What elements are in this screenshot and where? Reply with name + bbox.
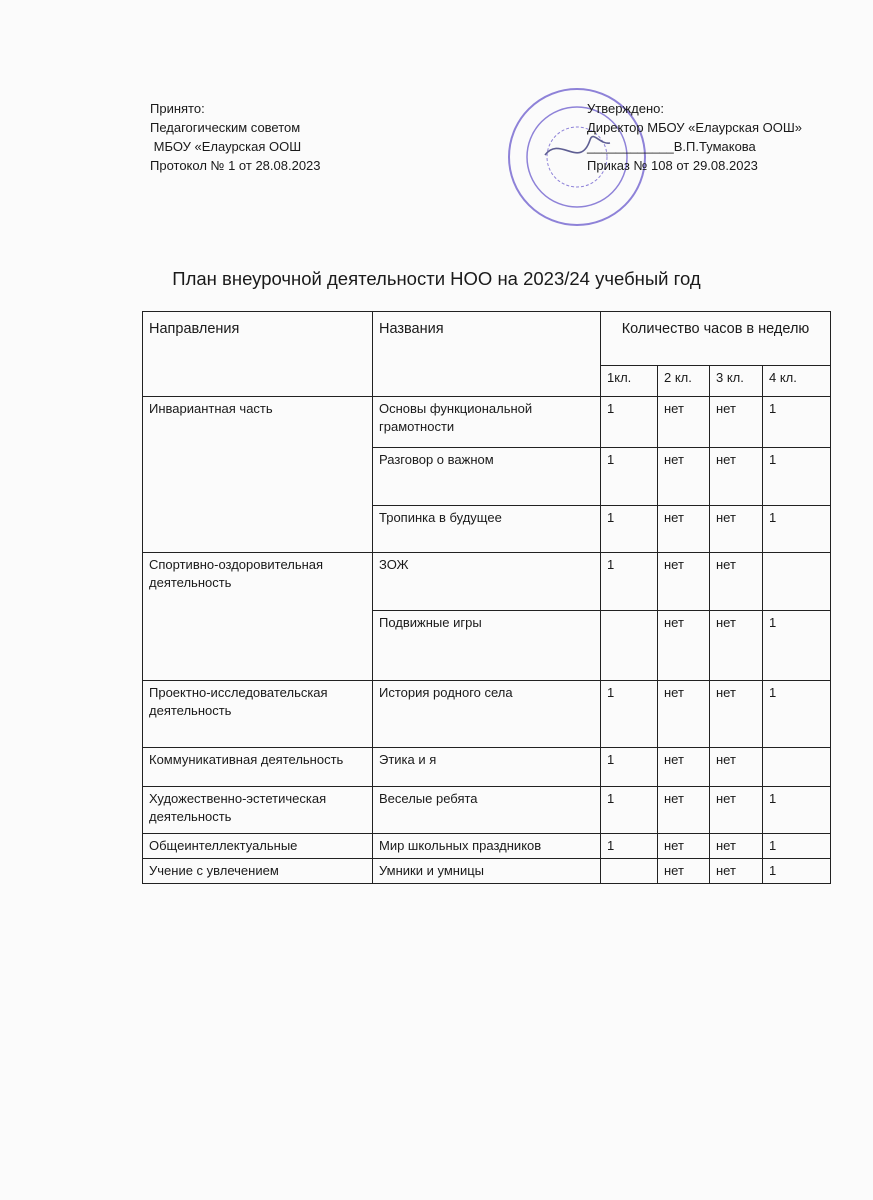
activity-name-cell: Основы функциональной грамотности xyxy=(373,397,601,448)
hours-cell: 1 xyxy=(763,787,831,834)
direction-cell: Проектно-исследовательская деятельность xyxy=(143,681,373,748)
activity-name-cell: ЗОЖ xyxy=(373,553,601,611)
hours-cell: 1 xyxy=(601,553,658,611)
direction-cell: Художественно-эстетическая деятельность xyxy=(143,787,373,834)
hours-cell: 1 xyxy=(763,506,831,553)
direction-cell: Учение с увлечением xyxy=(143,859,373,884)
header-grade: 1кл. xyxy=(601,366,658,397)
approval-right xyxy=(587,99,802,175)
hours-cell: нет xyxy=(710,748,763,787)
hours-cell: 1 xyxy=(763,834,831,859)
table-row xyxy=(143,397,831,448)
hours-cell: нет xyxy=(658,859,710,884)
approval-line: Приказ № 108 от 29.08.2023 xyxy=(587,158,758,173)
activity-name-cell: Мир школьных праздников xyxy=(373,834,601,859)
approval-line: Директор МБОУ «Елаурская ООШ» xyxy=(587,120,803,135)
hours-cell xyxy=(763,553,831,611)
activity-name-cell: Этика и я xyxy=(373,748,601,787)
activity-name-cell: История родного села xyxy=(373,681,601,748)
hours-cell: нет xyxy=(710,506,763,553)
hours-cell: нет xyxy=(710,448,763,506)
hours-cell: нет xyxy=(658,748,710,787)
direction-cell: Общеинтеллектуальные xyxy=(143,834,373,859)
hours-cell: 1 xyxy=(601,787,658,834)
hours-cell: 1 xyxy=(763,681,831,748)
hours-cell: нет xyxy=(658,397,710,448)
hours-cell: нет xyxy=(658,834,710,859)
hours-cell: нет xyxy=(658,611,710,681)
hours-cell: нет xyxy=(710,787,763,834)
hours-cell: 1 xyxy=(763,859,831,884)
hours-cell: нет xyxy=(710,397,763,448)
activity-name-cell: Подвижные игры xyxy=(373,611,601,681)
table-row xyxy=(143,787,831,834)
hours-cell: нет xyxy=(710,611,763,681)
hours-cell: 1 xyxy=(601,748,658,787)
approval-line: Протокол № 1 от 28.08.2023 xyxy=(150,158,321,173)
hours-cell: нет xyxy=(710,553,763,611)
hours-cell: 1 xyxy=(601,834,658,859)
table-row xyxy=(143,748,831,787)
approval-line: Принято: xyxy=(150,101,205,116)
header-grade: 2 кл. xyxy=(658,366,710,397)
approval-line: МБОУ «Елаурская ООШ xyxy=(150,139,302,154)
table-row xyxy=(143,553,831,611)
hours-cell: нет xyxy=(658,787,710,834)
header-grade: 4 кл. xyxy=(763,366,831,397)
approval-line: ____________В.П.Тумакова xyxy=(587,139,756,154)
hours-cell: нет xyxy=(658,553,710,611)
approval-left xyxy=(150,99,321,175)
document-title: План внеурочной деятельности НОО на 2023/24 учебный год xyxy=(172,268,701,289)
hours-cell: 1 xyxy=(763,448,831,506)
activity-name-cell: Веселые ребята xyxy=(373,787,601,834)
direction-cell: Коммуникативная деятельность xyxy=(143,748,373,787)
hours-cell: 1 xyxy=(601,681,658,748)
hours-cell: нет xyxy=(658,448,710,506)
activity-plan-table xyxy=(142,311,831,884)
hours-cell: нет xyxy=(710,834,763,859)
header-grade: 3 кл. xyxy=(710,366,763,397)
activity-name-cell: Умники и умницы xyxy=(373,859,601,884)
hours-cell: нет xyxy=(710,859,763,884)
header-direction: Направления xyxy=(143,312,373,397)
hours-cell xyxy=(601,611,658,681)
hours-cell xyxy=(763,748,831,787)
direction-cell: Инвариантная часть xyxy=(143,397,373,553)
hours-cell: 1 xyxy=(763,397,831,448)
hours-cell: 1 xyxy=(601,448,658,506)
activity-name-cell: Тропинка в будущее xyxy=(373,506,601,553)
hours-cell: нет xyxy=(658,506,710,553)
table-row xyxy=(143,681,831,748)
table-row xyxy=(143,859,831,884)
hours-cell: 1 xyxy=(601,506,658,553)
hours-cell: 1 xyxy=(601,397,658,448)
header-name: Названия xyxy=(373,312,601,397)
approval-line: Утверждено: xyxy=(587,101,664,116)
hours-cell: нет xyxy=(658,681,710,748)
table-row xyxy=(143,834,831,859)
header-hours: Количество часов в неделю xyxy=(601,312,831,366)
approval-line: Педагогическим советом xyxy=(150,120,301,135)
activity-name-cell: Разговор о важном xyxy=(373,448,601,506)
hours-cell: нет xyxy=(710,681,763,748)
direction-cell: Спортивно-оздоровительная деятельность xyxy=(143,553,373,681)
hours-cell xyxy=(601,859,658,884)
hours-cell: 1 xyxy=(763,611,831,681)
